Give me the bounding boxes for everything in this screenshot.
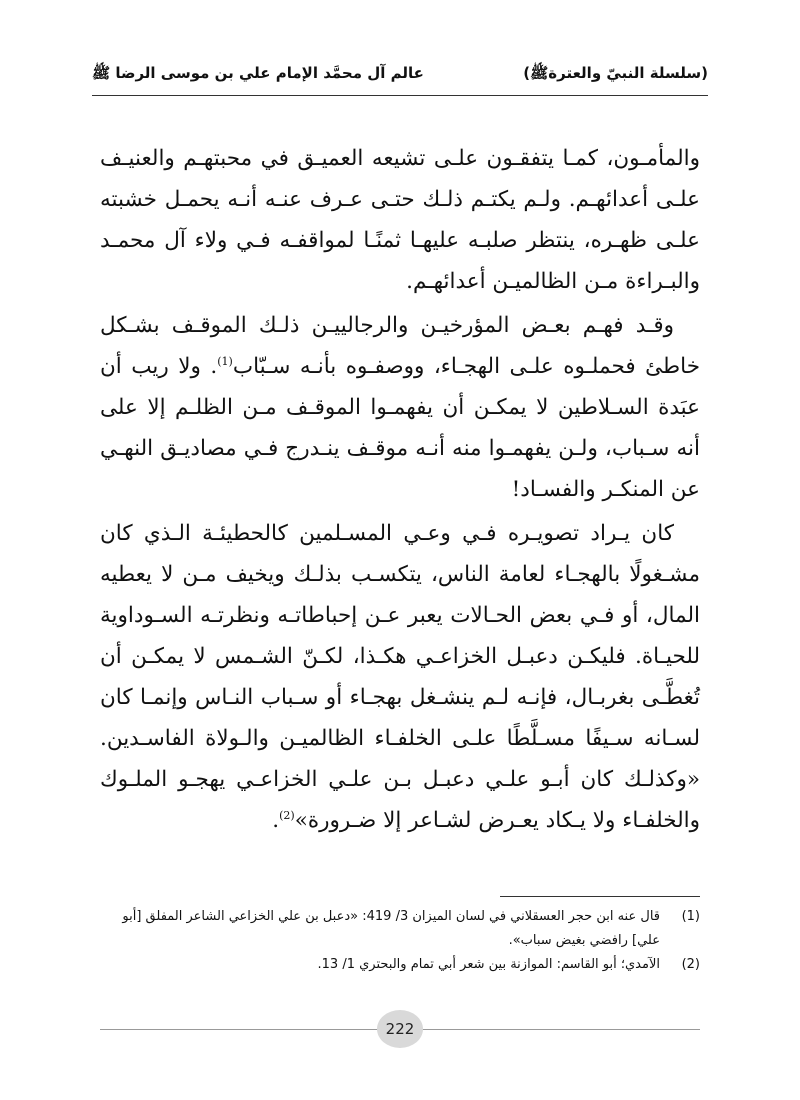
book-title: عالم آل محمَّد الإمام علي بن موسى الرضا ﷺ	[92, 64, 424, 82]
paragraph-1: والمأمـون، كمـا يتفقـون علـى تشيعه العميـق في محبتهـم والعنيـف علـى أعدائهـم. ولـم يكتـم ذلـك حتـى عـرف عنـه أنـه يحمـل خشبته علـى ظهـره، ينتظر صلبـه عليهـا ثمنًـا لمواقفـه فـي ولاء آل محمـد والبـراءة مـن الظالميـن أعدائهـم.	[100, 146, 700, 294]
paragraph-3-part-a: كان يـراد تصويـره فـي وعـي المسـلمين كالحطيئـة الـذي كان مشـغولًا بالهجـاء لعامة الناس، يتكسـب بذلـك ويخيف مـن لا يعطيه المال، أو فـي بعض الحـالات يعبر عـن إحباطاتـه ونظرتـه السـوداوية للحيـاة. فليكـن دعبـل الخزاعـي هكـذا، لكـنّ الشـمس لا يمكـن أن تُغطَّـى بغربـال، فإنـه لـم ينشـغل بهجـاء أو سـباب النـاس وإنمـا كان لسـانه سـيفًا مسـلَّطًا علـى الخلفـاء الظالميـن والـولاة الفاسـدين. «وكذلـك كان أبـو علـي دعبـل بـن علـي الخزاعـي يهجـو الملـوك والخلفـاء ولا يـكاد يعـرض لشـاعر إلا ضـرورة»	[100, 521, 700, 833]
footnote-text: قال عنه ابن حجر العسقلاني في لسان الميزان 3/ 419: «دعبل بن علي الخزاعي الشاعر المفلق [أبو علي] رافضي بغيض سباب».	[122, 909, 660, 948]
footnote-1	[100, 905, 700, 953]
footnote-text: الآمدي؛ أبو القاسم: الموازنة بين شعر أبي تمام والبحتري 1/ 13.	[317, 957, 660, 972]
footnote-number: (1)	[681, 909, 700, 924]
series-title: (سلسلة النبيّ والعترةﷺ)	[523, 64, 708, 82]
paragraph-3	[100, 513, 700, 841]
page-footer	[100, 1010, 700, 1050]
footnote-2	[100, 953, 700, 977]
paragraph-2-part-b: . ولا ريب أن عبَدة السـلاطين لا يمكـن أن يفهمـوا الموقـف مـن الظلـم إلا على أنه سـباب، ولـن يفهمـوا منه أنـه موقـف ينـدرج فـي مصاديـق النهـي عن المنكـر والفسـاد!	[100, 354, 700, 502]
footnote-number: (2)	[681, 957, 700, 972]
main-text	[100, 138, 700, 841]
footnotes	[100, 905, 700, 977]
footnote-ref-1[interactable]: (1)	[217, 354, 233, 368]
footnote-ref-2[interactable]: (2)	[279, 808, 295, 822]
paragraph-3-part-b: .	[272, 808, 280, 833]
page-number: 222	[377, 1010, 423, 1048]
paragraph-2-part-a: وقـد فهـم بعـض المؤرخيـن والرجالييـن ذلـك الموقـف بشـكل خاطئ فحملـوه علـى الهجـاء، ووصفـوه بأنـه سـبّاب	[100, 313, 700, 379]
footnote-divider	[500, 896, 700, 897]
running-header	[92, 55, 708, 96]
paragraph-2	[100, 305, 700, 510]
